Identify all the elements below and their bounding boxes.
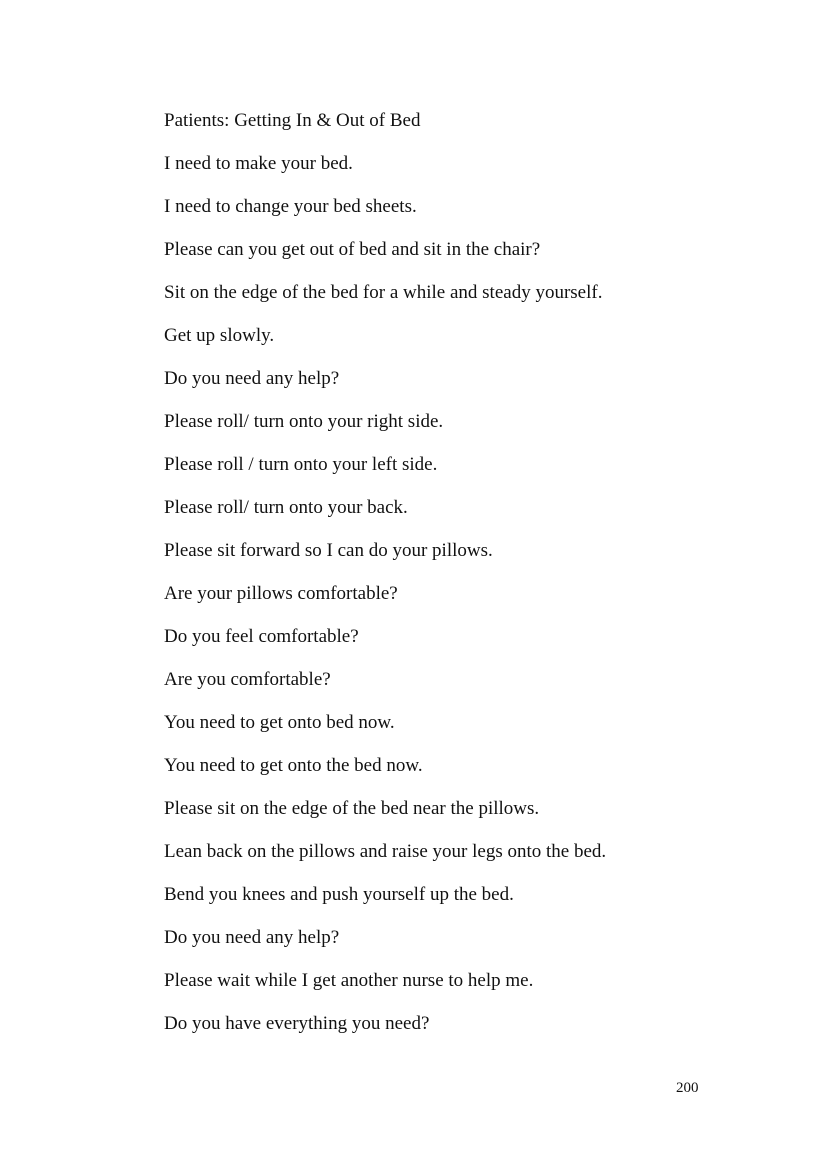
phrase-line: Bend you knees and push yourself up the bed. — [164, 884, 514, 905]
section-title: Patients: Getting In & Out of Bed — [164, 110, 421, 131]
phrase-line: Get up slowly. — [164, 325, 275, 346]
phrase-line: Are your pillows comfortable? — [164, 583, 398, 604]
phrase-line: Please roll/ turn onto your right side. — [164, 411, 444, 432]
phrase-line: I need to make your bed. — [164, 153, 353, 174]
phrase-line: You need to get onto the bed now. — [164, 755, 423, 776]
phrase-line: Do you have everything you need? — [164, 1013, 430, 1034]
page-number: 200 — [676, 1080, 699, 1096]
phrase-list — [164, 108, 606, 1054]
phrase-line: Please roll / turn onto your left side. — [164, 454, 438, 475]
phrase-line: Lean back on the pillows and raise your legs onto the bed. — [164, 841, 607, 862]
phrase-line: Do you feel comfortable? — [164, 626, 359, 647]
phrase-line: Sit on the edge of the bed for a while and steady yourself. — [164, 282, 603, 303]
phrase-line: Are you comfortable? — [164, 669, 331, 690]
phrase-line: Do you need any help? — [164, 368, 340, 389]
phrase-line: Do you need any help? — [164, 927, 340, 948]
phrase-line: You need to get onto bed now. — [164, 712, 395, 733]
phrase-line: Please sit forward so I can do your pillows. — [164, 540, 493, 561]
phrase-line: Please roll/ turn onto your back. — [164, 497, 408, 518]
phrase-line: Please sit on the edge of the bed near the pillows. — [164, 798, 540, 819]
phrase-line: Please wait while I get another nurse to help me. — [164, 970, 534, 991]
phrase-line: Please can you get out of bed and sit in the chair? — [164, 239, 541, 260]
phrase-line: I need to change your bed sheets. — [164, 196, 417, 217]
